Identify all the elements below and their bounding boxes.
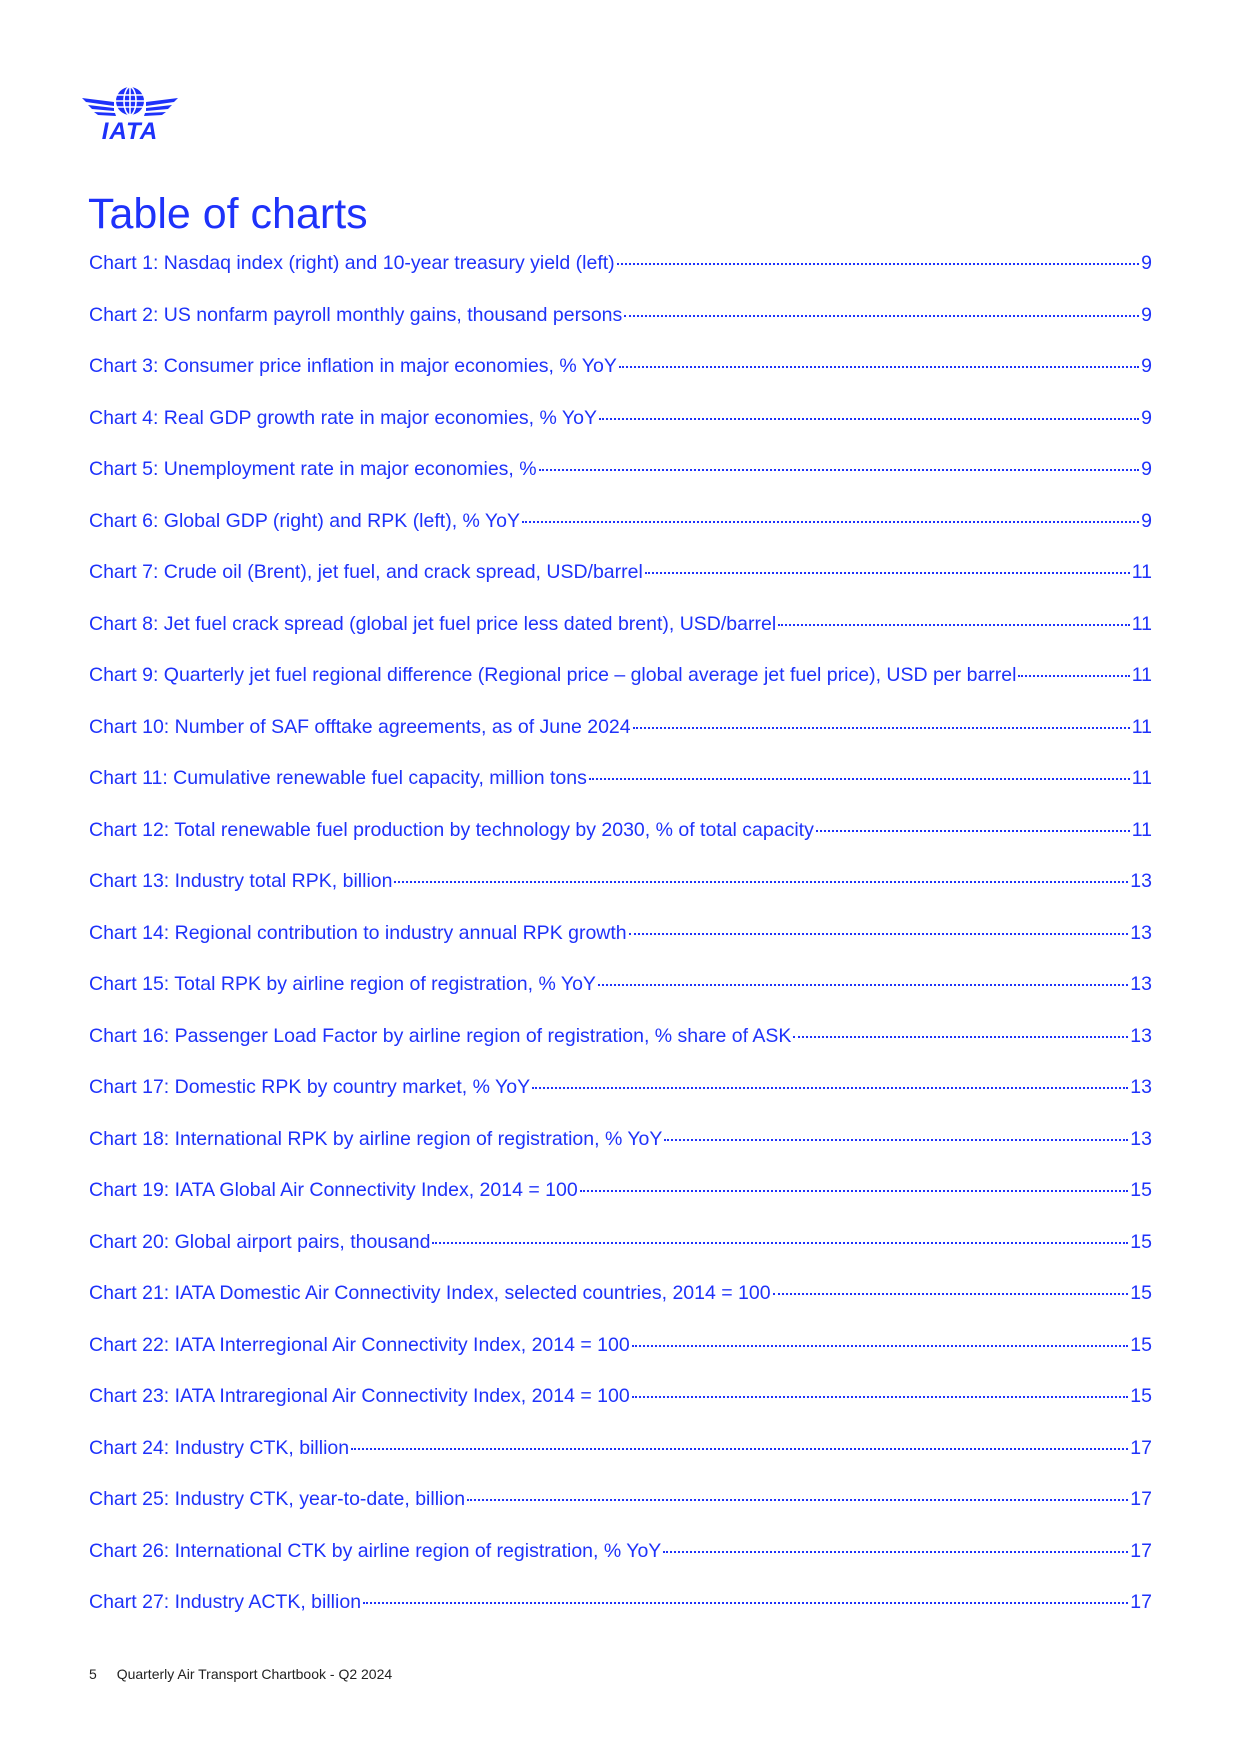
- toc-dot-leader: [624, 314, 1139, 317]
- toc-entry[interactable]: [89, 352, 1152, 404]
- toc-entry-label[interactable]: Chart 21: IATA Domestic Air Connectivity Index, selected countries, 2014 = 100: [89, 1282, 771, 1304]
- toc-dot-leader: [599, 417, 1139, 420]
- toc-entry-page-number[interactable]: 11: [1131, 612, 1152, 635]
- toc-dot-leader: [632, 1395, 1129, 1398]
- toc-entry[interactable]: [89, 764, 1152, 816]
- toc-entry[interactable]: [89, 1434, 1152, 1486]
- toc-entry-label[interactable]: Chart 17: Domestic RPK by country market, % YoY: [89, 1076, 531, 1098]
- toc-entry-label[interactable]: Chart 3: Consumer price inflation in major economies, % YoY: [89, 355, 617, 377]
- toc-dot-leader: [532, 1086, 1128, 1089]
- toc-entry-label[interactable]: Chart 19: IATA Global Air Connectivity Index, 2014 = 100: [89, 1179, 578, 1201]
- toc-entry[interactable]: [89, 1073, 1152, 1125]
- toc-entry[interactable]: [89, 1022, 1152, 1074]
- toc-entry-page-number[interactable]: 13: [1130, 921, 1152, 944]
- toc-dot-leader: [793, 1035, 1128, 1038]
- page-title: Table of charts: [88, 190, 368, 238]
- toc-entry-page-number[interactable]: 9: [1141, 406, 1152, 429]
- toc-entry[interactable]: [89, 455, 1152, 507]
- toc-entry-page-number[interactable]: 15: [1130, 1282, 1152, 1304]
- toc-entry[interactable]: [89, 404, 1152, 456]
- toc-dot-leader: [394, 880, 1128, 883]
- toc-entry-label[interactable]: Chart 6: Global GDP (right) and RPK (left), % YoY: [89, 509, 520, 532]
- toc-entry-page-number[interactable]: 13: [1130, 1076, 1152, 1098]
- toc-entry-page-number[interactable]: 11: [1131, 767, 1152, 789]
- toc-dot-leader: [778, 623, 1130, 626]
- toc-entry[interactable]: [89, 249, 1152, 301]
- toc-entry[interactable]: [89, 1331, 1152, 1383]
- toc-entry-page-number[interactable]: 13: [1130, 1024, 1152, 1047]
- toc-entry-page-number[interactable]: 17: [1130, 1539, 1152, 1562]
- toc-dot-leader: [363, 1601, 1128, 1604]
- toc-entry[interactable]: [89, 713, 1152, 765]
- footer-page-number: 5: [89, 1666, 97, 1682]
- toc-dot-leader: [467, 1498, 1128, 1501]
- toc-entry-label[interactable]: Chart 1: Nasdaq index (right) and 10-year treasury yield (left): [89, 252, 615, 274]
- toc-entry-label[interactable]: Chart 18: International RPK by airline region of registration, % YoY: [89, 1127, 663, 1150]
- toc-dot-leader: [598, 983, 1128, 986]
- toc-entry-label[interactable]: Chart 8: Jet fuel crack spread (global jet fuel price less dated brent), USD/barrel: [89, 612, 777, 635]
- toc-entry-label[interactable]: Chart 12: Total renewable fuel production by technology by 2030, % of total capacity: [89, 818, 814, 841]
- toc-entry[interactable]: [89, 610, 1152, 662]
- toc-dot-leader: [629, 932, 1129, 935]
- toc-entry-page-number[interactable]: 15: [1130, 1230, 1152, 1253]
- toc-entry-page-number[interactable]: 11: [1131, 561, 1152, 583]
- toc-entry-page-number[interactable]: 9: [1141, 303, 1152, 326]
- toc-dot-leader: [580, 1189, 1129, 1192]
- toc-entry-label[interactable]: Chart 24: Industry CTK, billion: [89, 1436, 350, 1459]
- toc-dot-leader: [1018, 674, 1129, 677]
- toc-entry-label[interactable]: Chart 11: Cumulative renewable fuel capacity, million tons: [89, 767, 587, 789]
- toc-entry[interactable]: [89, 816, 1152, 868]
- toc-entry-label[interactable]: Chart 20: Global airport pairs, thousand: [89, 1230, 431, 1253]
- toc-entry-page-number[interactable]: 11: [1131, 818, 1152, 841]
- toc-entry-page-number[interactable]: 13: [1130, 973, 1152, 995]
- toc-entry[interactable]: [89, 1382, 1152, 1434]
- toc-dot-leader: [663, 1550, 1128, 1553]
- toc-entry-label[interactable]: Chart 10: Number of SAF offtake agreements, as of June 2024: [89, 715, 631, 738]
- toc-entry-page-number[interactable]: 15: [1130, 1385, 1152, 1407]
- toc-entry-label[interactable]: Chart 22: IATA Interregional Air Connectivity Index, 2014 = 100: [89, 1333, 630, 1356]
- toc-dot-leader: [432, 1241, 1128, 1244]
- toc-entry-label[interactable]: Chart 9: Quarterly jet fuel regional difference (Regional price – global average jet fuel price), USD per barrel: [89, 664, 1017, 686]
- toc-entry-page-number[interactable]: 9: [1141, 355, 1152, 377]
- toc-entry-label[interactable]: Chart 15: Total RPK by airline region of registration, % YoY: [89, 973, 596, 995]
- toc-dot-leader: [645, 571, 1130, 574]
- toc-entry[interactable]: [89, 1279, 1152, 1331]
- toc-entry-page-number[interactable]: 17: [1130, 1488, 1152, 1510]
- toc-entry[interactable]: [89, 1588, 1152, 1640]
- toc-entry-label[interactable]: Chart 5: Unemployment rate in major economies, %: [89, 458, 537, 480]
- table-of-charts: [89, 249, 1152, 1640]
- toc-entry[interactable]: [89, 1228, 1152, 1280]
- toc-dot-leader: [632, 1344, 1129, 1347]
- iata-logo: [80, 84, 180, 146]
- toc-entry[interactable]: [89, 1176, 1152, 1228]
- toc-entry-label[interactable]: Chart 4: Real GDP growth rate in major economies, % YoY: [89, 406, 597, 429]
- toc-dot-leader: [522, 520, 1139, 523]
- toc-entry-page-number[interactable]: 17: [1130, 1591, 1152, 1613]
- toc-entry-page-number[interactable]: 11: [1131, 715, 1152, 738]
- toc-entry[interactable]: [89, 661, 1152, 713]
- toc-entry[interactable]: [89, 970, 1152, 1022]
- toc-dot-leader: [816, 829, 1130, 832]
- toc-entry-label[interactable]: Chart 25: Industry CTK, year-to-date, billion: [89, 1488, 466, 1510]
- toc-entry-page-number[interactable]: 15: [1130, 1333, 1152, 1356]
- toc-entry[interactable]: [89, 867, 1152, 919]
- toc-entry[interactable]: [89, 919, 1152, 971]
- toc-entry-label[interactable]: Chart 13: Industry total RPK, billion: [89, 870, 393, 892]
- toc-dot-leader: [619, 365, 1139, 368]
- toc-entry-page-number[interactable]: 9: [1141, 509, 1152, 532]
- toc-entry[interactable]: [89, 507, 1152, 559]
- toc-dot-leader: [589, 777, 1130, 780]
- toc-entry[interactable]: [89, 1537, 1152, 1589]
- toc-entry-page-number[interactable]: 9: [1141, 458, 1152, 480]
- toc-dot-leader: [539, 468, 1140, 471]
- toc-dot-leader: [617, 262, 1139, 265]
- footer-document-title: Quarterly Air Transport Chartbook - Q2 2024: [116, 1666, 393, 1682]
- toc-entry-label[interactable]: Chart 16: Passenger Load Factor by airline region of registration, % share of ASK: [89, 1024, 792, 1047]
- toc-dot-leader: [351, 1447, 1128, 1450]
- logo-wordmark: IATA: [101, 118, 159, 145]
- toc-dot-leader: [773, 1292, 1129, 1295]
- toc-entry[interactable]: [89, 1125, 1152, 1177]
- toc-entry-label[interactable]: Chart 23: IATA Intraregional Air Connectivity Index, 2014 = 100: [89, 1385, 630, 1407]
- toc-entry[interactable]: [89, 558, 1152, 610]
- toc-entry-page-number[interactable]: 9: [1141, 252, 1152, 274]
- toc-dot-leader: [664, 1138, 1128, 1141]
- toc-entry-page-number[interactable]: 11: [1131, 664, 1152, 686]
- toc-entry-page-number[interactable]: 15: [1130, 1179, 1152, 1201]
- toc-entry-label[interactable]: Chart 2: US nonfarm payroll monthly gains, thousand persons: [89, 303, 623, 326]
- page-footer: [89, 1666, 392, 1682]
- toc-entry[interactable]: [89, 1485, 1152, 1537]
- toc-dot-leader: [633, 726, 1130, 729]
- toc-entry-label[interactable]: Chart 14: Regional contribution to industry annual RPK growth: [89, 921, 627, 944]
- toc-entry-page-number[interactable]: 13: [1130, 870, 1152, 892]
- toc-entry-label[interactable]: Chart 26: International CTK by airline region of registration, % YoY: [89, 1539, 662, 1562]
- toc-entry-label[interactable]: Chart 7: Crude oil (Brent), jet fuel, and crack spread, USD/barrel: [89, 561, 643, 583]
- toc-entry-page-number[interactable]: 17: [1130, 1436, 1152, 1459]
- toc-entry-page-number[interactable]: 13: [1130, 1127, 1152, 1150]
- toc-entry[interactable]: [89, 301, 1152, 353]
- toc-entry-label[interactable]: Chart 27: Industry ACTK, billion: [89, 1591, 362, 1613]
